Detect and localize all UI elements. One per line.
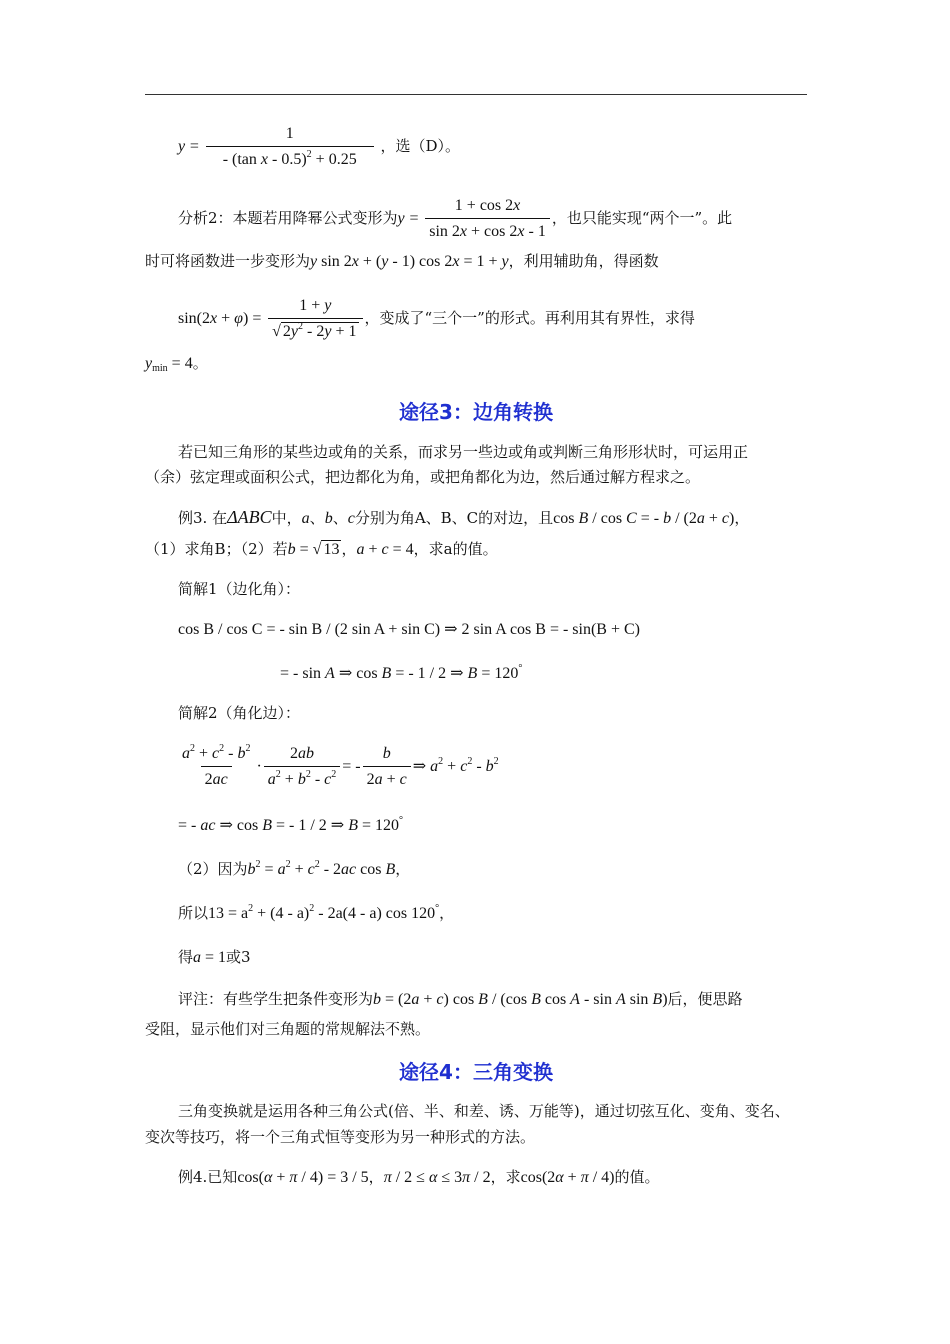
choose-d-text: ，选（D）。 (380, 137, 461, 155)
ymin-line: $y_{min} = 4$。 (145, 354, 208, 374)
para4-line1: 三角变换就是运用各种三角公式(倍、半、和差、诱、万能等)，通过切弦互化、变角、变名、 (178, 1102, 790, 1120)
para4-line2: 变次等技巧，将一个三角式恒等变形为另一种形式的方法。 (145, 1128, 536, 1146)
fraction: $\frac{1 + \cos 2x}{\sin 2x + \cos 2x - 1}$ (425, 196, 550, 242)
equation-y: y = $\frac{1}{- (\tan x - 0.5)^2 + 0.25}$ ，选（D）。 (178, 125, 461, 168)
fraction: $\frac{1 + y}{√ 2y^2 - 2y + 1}$ (268, 296, 362, 342)
section-heading-4: 途径4：三角变换 (399, 1060, 553, 1084)
fraction: $\frac{a^2 + c^2 - b^2}{2ac}$ (182, 743, 251, 788)
analysis2-line3: sin(2x + φ) = $\frac{1 + y}{√ 2y^2 - 2y + 1}$ ，变成了“三个一”的形式。再利用其有界性，求得 (178, 297, 695, 340)
example3-line2: （1）求角B；（2）若b = √ 13 ，a + c = 4，求a的值。 (145, 540, 498, 558)
example4-line: 例4.已知cos(α + π / 4) = 3 / 5，π / 2 ≤ α ≤ 3π / 2，求cos(2α + π / 4)的值。 (178, 1168, 660, 1186)
solution2-title: 简解2（角化边）： (178, 704, 301, 722)
fraction: $\frac{b}{2a + c}$ (363, 744, 411, 790)
para3-line1: 若已知三角形的某些边或角的关系，而求另一些边或角或判断三角形形状时，可运用正 (178, 443, 749, 461)
solution1-title: 简解1（边化角）： (178, 580, 301, 598)
example3-line1: 例3. 在ΔABC中，a、b、c分别为角A、B、C的对边，且cos B / cos C = - b / (2a + c)， (178, 507, 750, 527)
comment-line2: 受阻，显示他们对三角题的常规解法不熟。 (145, 1020, 431, 1038)
section-heading-3: 途径3：边角转换 (399, 400, 553, 424)
solution1-step1: cos B / cos C = - sin B / (2 sin A + sin C) ⇒ 2 sin A cos B = - sin(B + C) (178, 621, 640, 638)
fraction: $\frac{2ab}{a^2 + b^2 - c^2}$ (264, 744, 340, 790)
solution2-step2: = - ac ⇒ cos B = - 1 / 2 ⇒ B = 120° (178, 815, 403, 834)
analysis2-line1: 分析2：本题若用降幂公式变形为y = $\frac{1 + \cos 2x}{\sin 2x + \cos 2x - 1}$ ，也只能实现“两个一”。此 (178, 197, 733, 240)
get-line: 得a = 1或3 (178, 948, 251, 966)
solution2-step1: $\frac{a^2 + c^2 - b^2}{2ac}$ · $\frac{2ab}{a^2 + b^2 - c^2}$ = - $\frac{b}{2a + c}$ ⇒ $a^2 + c^2 - b^2$ (178, 744, 807, 790)
analysis2-line2: 时可将函数进一步变形为y sin 2x + (y - 1) cos 2x = 1 + y，利用辅助角，得函数 (145, 252, 659, 270)
part2-line: （2）因为$b^2 = a^2 + c^2 - 2ac$ cos B， (178, 859, 411, 878)
solution1-step2: = - sin A ⇒ cos B = - 1 / 2 ⇒ B = 120° (280, 663, 523, 682)
header-rule (145, 94, 807, 95)
comment-line1: 评注：有些学生把条件变形为b = (2a + c) cos B / (cos B cos A - sin A sin B)后，便思路 (178, 990, 743, 1008)
para3-line2: （余）弦定理或面积公式，把边都化为角，或把角都化为边，然后通过解方程求之。 (145, 468, 701, 486)
so-line: 所以$13 = a^2 + (4 - a)^2 - 2a(4 - a)$ cos 120°， (178, 903, 455, 922)
fraction: $\frac{1}{- (\tan x - 0.5)^2 + 0.25}$ (206, 124, 374, 170)
